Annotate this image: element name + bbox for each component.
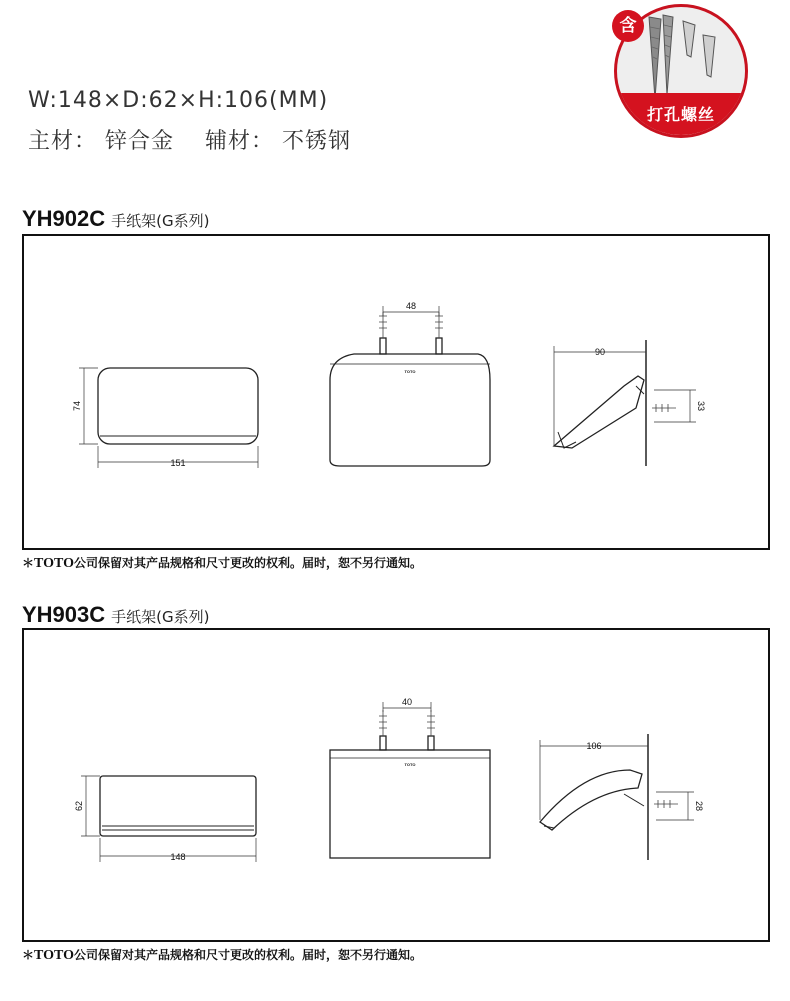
disclaimer-note: ＊TOTO公司保留对其产品规格和尺寸更改的权利。届时，恕不另行通知。 xyxy=(22,556,422,571)
screw-right xyxy=(427,710,435,736)
badge-label: 打孔螺丝 xyxy=(646,105,715,124)
height-dim-label: 74 xyxy=(72,400,82,412)
screw-side xyxy=(654,800,678,808)
product-title xyxy=(22,206,210,232)
note-text: 公司保留对其产品规格和尺寸更改的权利。届时，恕不另行通知。 xyxy=(73,948,422,962)
product-title xyxy=(22,602,210,628)
model-number: YH903C xyxy=(22,602,106,627)
width-dim-label: 148 xyxy=(170,852,186,862)
technical-drawing xyxy=(24,630,770,942)
depth-dim-label: 90 xyxy=(594,347,606,357)
disclaimer-note: ＊TOTO公司保留对其产品规格和尺寸更改的权利。届时，恕不另行通知。 xyxy=(22,948,422,963)
side-view-bracket xyxy=(540,770,642,830)
width-dim-label: 151 xyxy=(170,458,186,468)
note-brand: TOTO xyxy=(34,556,74,571)
note-text: 公司保留对其产品规格和尺寸更改的权利。届时，恕不另行通知。 xyxy=(73,556,422,570)
technical-drawing xyxy=(24,236,770,550)
front-view-outline xyxy=(98,368,258,444)
screw-spacing-label: 48 xyxy=(405,301,417,311)
contains-badge: 含 xyxy=(612,10,644,42)
dimensions-spec: W:148×D:62×H:106(MM) xyxy=(28,88,329,113)
drawing-frame xyxy=(22,234,770,550)
side-view-bracket xyxy=(554,376,644,448)
depth-dim-label: 106 xyxy=(586,741,602,751)
height-dim-label: 62 xyxy=(74,800,84,812)
front-view-outline xyxy=(100,776,256,836)
logo-mark: TOTO xyxy=(404,369,416,374)
materials-spec: 主材： 锌合金 辅材： 不锈钢 xyxy=(28,129,351,154)
model-description: 手纸架(G系列) xyxy=(111,608,210,626)
model-number: YH902C xyxy=(22,206,106,231)
screw-spacing-label: 40 xyxy=(401,697,413,707)
logo-mark: TOTO xyxy=(404,762,416,767)
note-brand: TOTO xyxy=(34,948,74,963)
screw-left xyxy=(379,710,387,736)
screw-side xyxy=(652,404,676,412)
mount-height-label: 33 xyxy=(696,400,706,412)
drawing-frame xyxy=(22,628,770,942)
model-description: 手纸架(G系列) xyxy=(111,212,210,230)
mount-height-label: 28 xyxy=(694,800,704,812)
